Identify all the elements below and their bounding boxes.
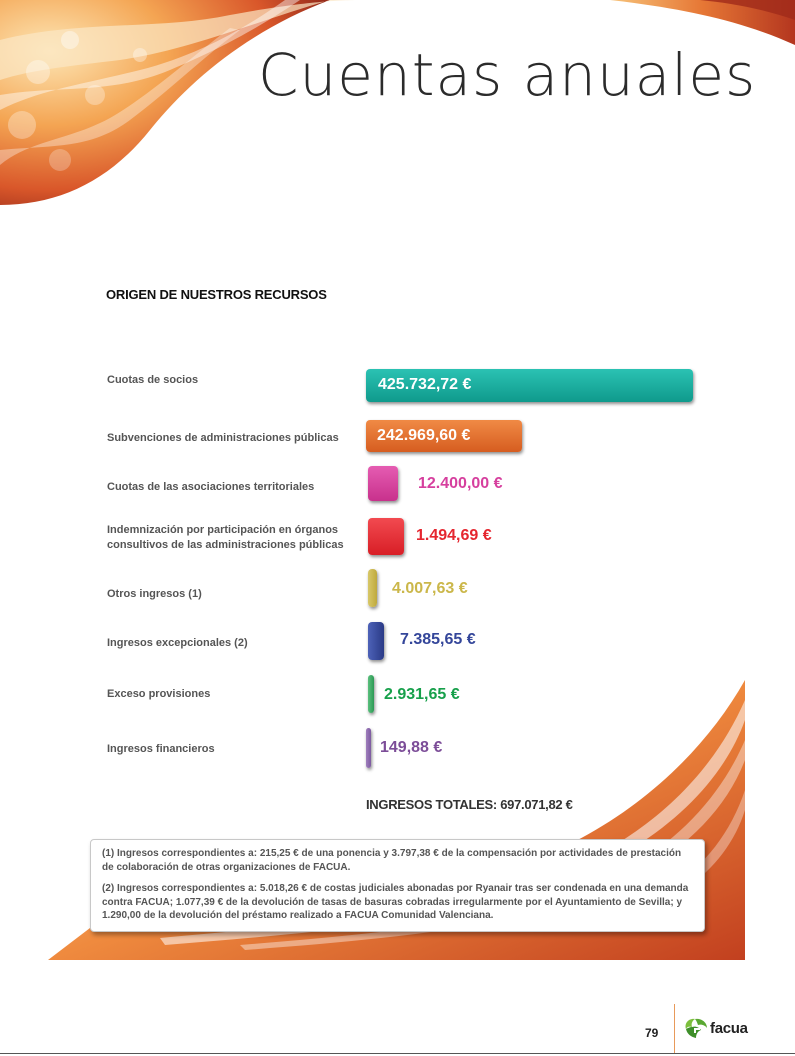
footer-divider [674, 1004, 675, 1054]
row-label-ingresos-excepcionales: Ingresos excepcionales (2) [107, 637, 248, 649]
footnote-1: (1) Ingresos correspondientes a: 215,25 € de una ponencia y 3.797,38 € de la compensación por actividades de prestación de colaboración de otras organizaciones de FACUA. [102, 848, 682, 873]
page-number: 79 [645, 1026, 659, 1040]
value-otros-ingresos: 4.007,63 € [392, 580, 468, 597]
page-title: Cuentas anuales [258, 41, 757, 109]
bar-asociaciones [368, 466, 398, 501]
bar-ingresos-excepcionales [368, 622, 384, 660]
row-label-ingresos-financieros: Ingresos financieros [107, 743, 215, 755]
value-exceso-provisiones: 2.931,65 € [384, 686, 460, 703]
total-income: INGRESOS TOTALES: 697.071,82 € [366, 797, 573, 812]
footnote-2: (2) Ingresos correspondientes a: 5.018,26 € de costas judiciales abonadas por Ryanair tras ser condenada en una demanda contra FACUA; 1.077,39 € de la devolución de tasas de basuras cobradas irregularmente por el Ayuntamiento de Sevilla; y 1.290,00 de la devolución del préstamo realizado a FACUA Comunidad Valenciana. [102, 883, 689, 921]
value-cuotas-socios: 425.732,72 € [378, 376, 472, 393]
facua-logo-text: facua [710, 1019, 748, 1037]
section-title: ORIGEN DE NUESTROS RECURSOS [106, 287, 327, 302]
value-indemnizacion: 1.494,69 € [416, 527, 492, 544]
bar-exceso-provisiones [368, 675, 374, 713]
row-label-otros-ingresos: Otros ingresos (1) [107, 588, 202, 600]
page-bottom-border [0, 1053, 795, 1054]
row-label-subvenciones: Subvenciones de administraciones públicas [107, 432, 339, 444]
bar-ingresos-financieros [366, 728, 371, 768]
row-label-asociaciones: Cuotas de las asociaciones territoriales [107, 481, 315, 493]
value-asociaciones: 12.400,00 € [418, 475, 503, 492]
value-ingresos-excepcionales: 7.385,65 € [400, 631, 476, 648]
row-label-indemnizacion-line1: Indemnización por participación en órganos [107, 524, 339, 536]
row-label-exceso-provisiones: Exceso provisiones [107, 688, 211, 700]
row-label-indemnizacion [107, 523, 344, 553]
value-ingresos-financieros: 149,88 € [380, 739, 443, 756]
facua-logo [683, 1017, 748, 1039]
bar-otros-ingresos [368, 569, 377, 607]
row-label-cuotas-socios: Cuotas de socios [107, 374, 199, 386]
row-label-indemnizacion-line2: consultivos de las administraciones públicas [107, 539, 344, 551]
facua-logo-icon [683, 1017, 709, 1039]
value-subvenciones: 242.969,60 € [377, 427, 471, 444]
footnotes-box [90, 839, 705, 932]
bar-indemnizacion [368, 518, 404, 555]
